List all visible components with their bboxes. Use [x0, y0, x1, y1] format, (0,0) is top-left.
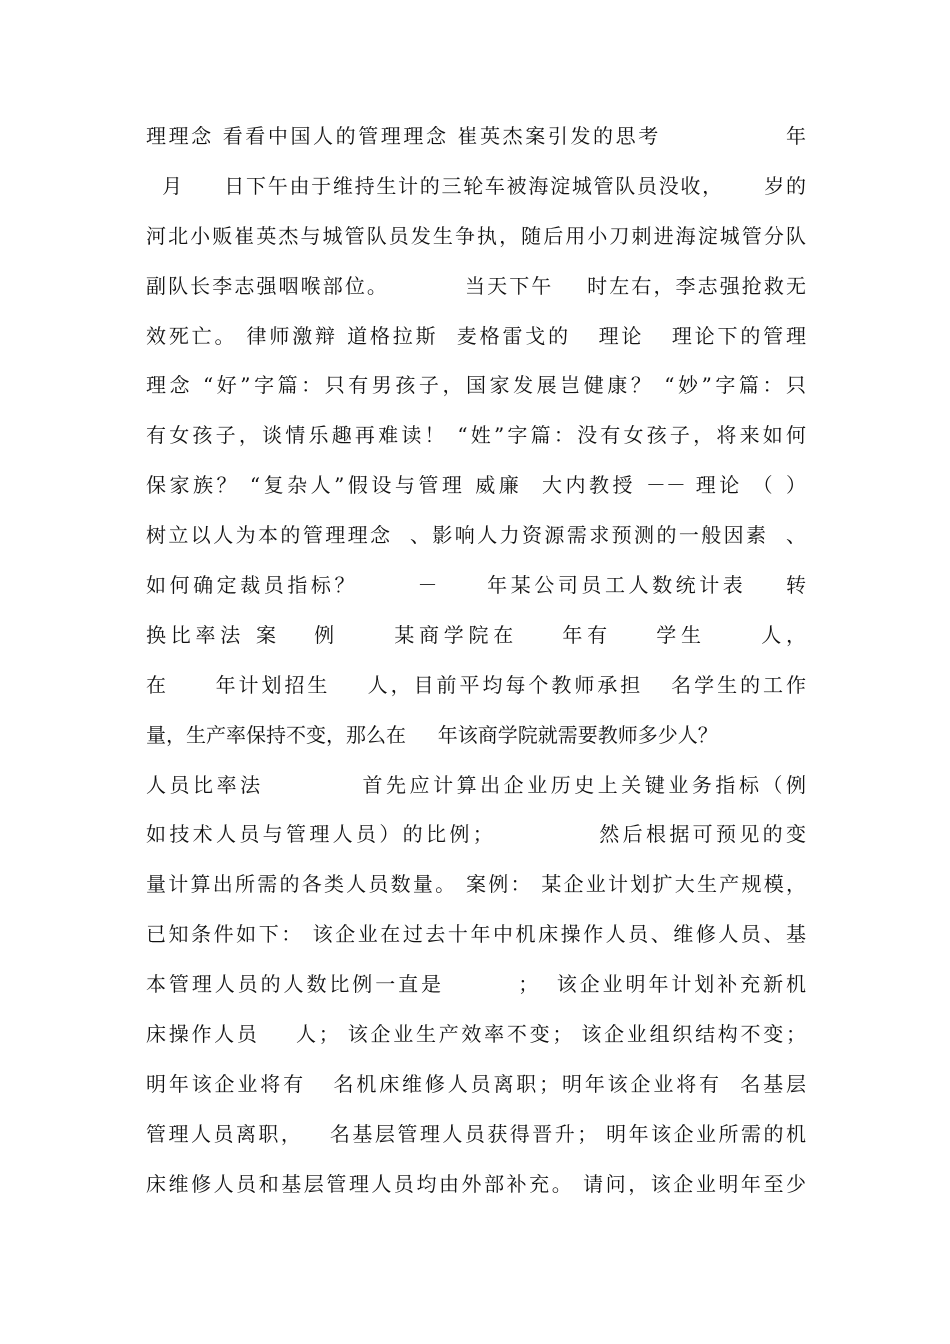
text-line-13: 量，生产率保持不变，那么在 年该商学院就需要教师多少人？ — [146, 722, 718, 747]
text-line-20: 明年该企业将有 名机床维修人员离职；明年该企业将有 名基层 — [146, 1071, 806, 1096]
text-line-17: 已知条件如下： 该企业在过去十年中机床操作人员、维修人员、基 — [146, 922, 806, 947]
text-line-3: 河北小贩崔英杰与城管队员发生争执，随后用小刀刺进海淀城管分队 — [146, 223, 806, 248]
text-line-11: 换比率法 案 例 某商学院在 年有 学生 人， — [146, 622, 806, 647]
text-line-5: 效死亡。 律师激辩 道格拉斯 麦格雷戈的 理论 理论下的管理 — [146, 323, 806, 348]
text-line-9: 树立以人为本的管理理念 、影响人力资源需求预测的一般因素 、 — [146, 523, 806, 548]
text-line-14: 人员比率法 首先应计算出企业历史上关键业务指标（例 — [146, 772, 806, 797]
document-body — [146, 112, 806, 1210]
text-line-16: 量计算出所需的各类人员数量。 案例： 某企业计划扩大生产规模， — [146, 872, 806, 897]
text-line-19: 床操作人员 人； 该企业生产效率不变； 该企业组织结构不变； — [146, 1022, 806, 1047]
text-line-4: 副队长李志强咽喉部位。 当天下午 时左右，李志强抢救无 — [146, 273, 806, 298]
text-line-6: 理念 “好”字篇：只有男孩子，国家发展岂健康？ “妙”字篇：只 — [146, 373, 806, 398]
text-line-22: 床维修人员和基层管理人员均由外部补充。 请问，该企业明年至少 — [146, 1171, 806, 1196]
text-line-12: 在 年计划招生 人，目前平均每个教师承担 名学生的工作 — [146, 672, 806, 697]
text-line-10: 如何确定裁员指标？ － 年某公司员工人数统计表 转 — [146, 573, 806, 598]
text-line-2: 月 日下午由于维持生计的三轮车被海淀城管队员没收， 岁的 — [146, 173, 806, 198]
text-line-21: 管理人员离职， 名基层管理人员获得晋升； 明年该企业所需的机 — [146, 1121, 806, 1146]
text-line-7: 有女孩子，谈情乐趣再难读！ “姓”字篇：没有女孩子，将来如何 — [146, 423, 806, 448]
text-line-18: 本管理人员的人数比例一直是 ； 该企业明年计划补充新机 — [146, 972, 806, 997]
text-line-8: 保家族？ “复杂人”假设与管理 威廉 大内教授 －－ 理论 （ ） — [146, 473, 806, 498]
text-line-15: 如技术人员与管理人员）的比例； 然后根据可预见的变 — [146, 822, 806, 847]
text-line-1: 理理念 看看中国人的管理理念 崔英杰案引发的思考 年 — [146, 124, 806, 148]
